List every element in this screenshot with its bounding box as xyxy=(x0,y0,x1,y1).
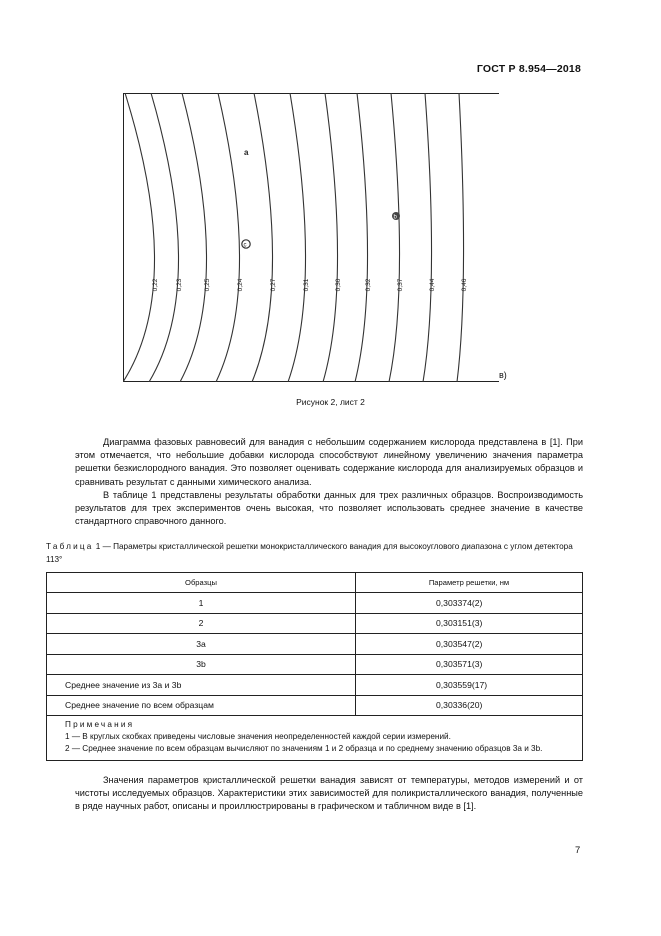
contour-line xyxy=(180,93,207,382)
sample-cell: 3b xyxy=(47,654,356,675)
paragraph-1-text: Диаграмма фазовых равновесий для ванадия с небольшим содержанием кислорода представлена в [1]. При этом отмечается, что небольшие добавки кислорода способствуют линейному увеличению значения параметра решетки безкислородного ванадия. Это позволяет оценивать содержание кислорода для анализируемых образцов и сравнивать результат с данными химического анализа. xyxy=(75,437,583,487)
table-row xyxy=(47,634,583,655)
contour-line xyxy=(323,93,338,382)
marker-a: a xyxy=(244,148,249,157)
table-title xyxy=(46,541,586,566)
value-cell: 0,30336(20) xyxy=(356,695,583,716)
note-1: 1 — В круглых скобках приведены числовые значения неопределенностей каждой серии измерений. xyxy=(65,732,451,741)
sample-cell: 2 xyxy=(47,613,356,634)
contour-figure xyxy=(123,93,499,382)
contour-line xyxy=(423,93,432,382)
table-row xyxy=(47,593,583,614)
value-cell: 0,303571(3) xyxy=(356,654,583,675)
note-2: 2 — Среднее значение по всем образцам вычисляют по значениям 1 и 2 образца и по среднему значению образцов 3а и 3b. xyxy=(65,744,543,753)
contour-line xyxy=(123,93,155,382)
value-cell: 0,303151(3) xyxy=(356,613,583,634)
contour-label: 0,25 xyxy=(204,278,211,292)
sample-cell: 3a xyxy=(47,634,356,655)
contour-line xyxy=(252,93,273,382)
sample-cell: 1 xyxy=(47,593,356,614)
contour-line xyxy=(355,93,368,382)
table-row xyxy=(47,613,583,634)
sample-cell: Среднее значение из 3а и 3b xyxy=(47,675,356,696)
contour-label: 0,37 xyxy=(397,278,404,292)
table-header-row xyxy=(47,573,583,593)
contour-label: 0,46 xyxy=(461,278,468,292)
paragraph-temperature xyxy=(75,774,583,814)
page-number: 7 xyxy=(575,845,581,856)
figure-caption: Рисунок 2, лист 2 xyxy=(296,397,365,407)
contour-label: 0,24 xyxy=(237,278,244,292)
contour-line xyxy=(389,93,400,382)
table-notes xyxy=(47,716,583,761)
contour-plot-svg xyxy=(123,93,499,382)
contour-line xyxy=(457,93,464,382)
value-cell: 0,303374(2) xyxy=(356,593,583,614)
contour-line xyxy=(216,93,240,382)
header-samples: Образцы xyxy=(47,573,356,593)
header-lattice-parameter: Параметр решетки, нм xyxy=(356,573,583,593)
contour-label: 0,30 xyxy=(335,278,342,292)
table-row xyxy=(47,654,583,675)
paragraph-3-text: Значения параметров кристаллической решетки ванадия зависят от температуры, методов измерений и от чистоты исследуемых образцов. Характеристики этих зависимостей для поликристаллического ванадия, полученные в ряде научных работ, описаны и проиллюстрированы в графическом и табличном виде в [1]. xyxy=(75,775,583,812)
marker-c: c xyxy=(243,242,247,249)
contour-label: 0,32 xyxy=(365,278,372,292)
contour-label: 0,23 xyxy=(176,278,183,292)
contour-label: 0,22 xyxy=(152,278,159,292)
contour-label: 0,44 xyxy=(429,278,436,292)
standard-header: ГОСТ Р 8.954—2018 xyxy=(476,63,581,75)
table-label: Таблица xyxy=(46,542,94,551)
notes-title: Примечания xyxy=(65,720,135,729)
figure-panel-letter: в) xyxy=(499,370,507,380)
value-cell: 0,303547(2) xyxy=(356,634,583,655)
table-row xyxy=(47,675,583,696)
value-cell: 0,303559(17) xyxy=(356,675,583,696)
lattice-parameter-table xyxy=(46,572,583,761)
paragraph-2-text: В таблице 1 представлены результаты обработки данных для трех различных образцов. Воспроизводимость результатов для трех экспериментов очень высокая, что позволяет использовать среднее значение в качестве стандартного справочного данного. xyxy=(75,489,583,527)
contour-label: 0,27 xyxy=(270,278,277,292)
table-row xyxy=(47,695,583,716)
sample-cell: Среднее значение по всем образцам xyxy=(47,695,356,716)
marker-b: b xyxy=(393,214,397,221)
contour-line xyxy=(288,93,306,382)
table-notes-row xyxy=(47,716,583,761)
table-title-text: 1 — Параметры кристаллической решетки монокристаллического ванадия для высокоуглового диапазона с углом детектора 113° xyxy=(46,542,573,564)
paragraph-phase-diagram xyxy=(75,436,583,528)
contour-label: 0,31 xyxy=(303,278,310,292)
